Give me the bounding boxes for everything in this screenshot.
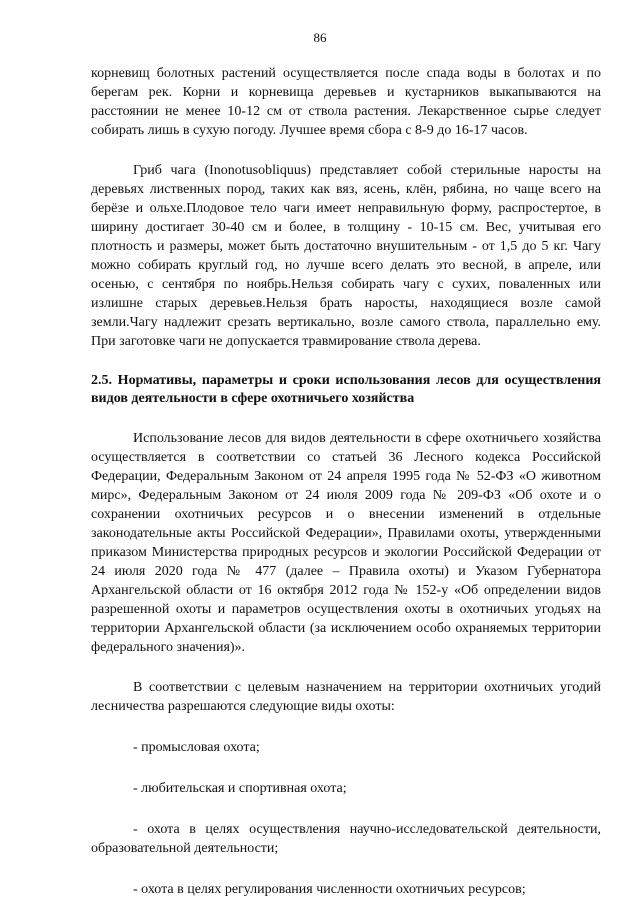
list-item: - охота в целях регулирования численности охотничьих ресурсов; bbox=[133, 882, 526, 897]
list-item: - охота в целях осуществления научно-исследовательской деятельности, образовательной деятельности; bbox=[91, 822, 601, 856]
paragraph-roots-collection: корневищ болотных растений осуществляется после спада воды в болотах и по берегам рек. Корни и корневища деревьев и кустарников выкапываются на расстоянии не менее 10-12 см от ствола растения. Лекарственное сырье следует собирать лишь в сухую погоду. Лучшее время сбора с 8-9 до 16-17 часов. bbox=[91, 66, 601, 138]
list-item: - промысловая охота; bbox=[133, 740, 260, 755]
paragraph-hunting-law: Использование лесов для видов деятельности в сфере охотничьего хозяйства осуществляется в соответствии со статьей 36 Лесного кодекса Российской Федерации, Федеральным Законом от 24 апреля 1995 года № 52-ФЗ «О животном мирс», Федеральным Законом от 24 июля 2009 года № 209-ФЗ «Об охоте и о сохранении охотничьих ресурсов и о внесении изменений в отдельные законодательные акты Российской Федерации», Правилами охоты, утвержденными приказом Министерства природных ресурсов и экологии Российской Федерации от 24 июля 2020 года № 477 (далее – Правила охоты) и Указом Губернатора Архангельской области от 16 октября 2012 года № 152-у «Об определении видов разрешенной охоты и параметров осуществления охоты в охотничьих угодьях на территории Архангельской области (за исключением особо охраняемых территории федерального значения)». bbox=[91, 431, 601, 655]
page-number: 86 bbox=[313, 30, 327, 45]
list-item: - любительская и спортивная охота; bbox=[133, 781, 347, 796]
paragraph-chaga: Гриб чага (Inonotusobliquus) представляет собой стерильные наросты на деревьях лиственных пород, таких как вяз, ясень, клён, рябина, но чаще всего на берёзе и ольхе.Плодовое тело чаги имеет неправильную форму, распростертое, в ширину достигает 30-40 см и более, в толщину - 10-15 см. Вес, учитывая его плотность и размеры, может быть достаточно внушительным - от 1,5 до 5 кг. Чагу можно собирать круглый год, но лучше всего делать это весной, в апреле, или осенью, с сентября по ноябрь.Нельзя собирать чагу с сухих, поваленных или излишне старых деревьев.Нельзя брать наросты, находящиеся возле самой земли.Чагу надлежит срезать вертикально, возле самого ствола, параллельно ему. При заготовке чаги не допускается травмирование ствола дерева. bbox=[91, 163, 601, 349]
page-content bbox=[91, 64, 601, 899]
paragraph-hunting-types-intro: В соответствии с целевым назначением на территории охотничьих угодий лесничества разрешаются следующие виды охоты: bbox=[91, 680, 601, 714]
section-heading: 2.5. Нормативы, параметры и сроки использования лесов для осуществления видов деятельности в сфере охотничьего хозяйства bbox=[91, 373, 601, 406]
